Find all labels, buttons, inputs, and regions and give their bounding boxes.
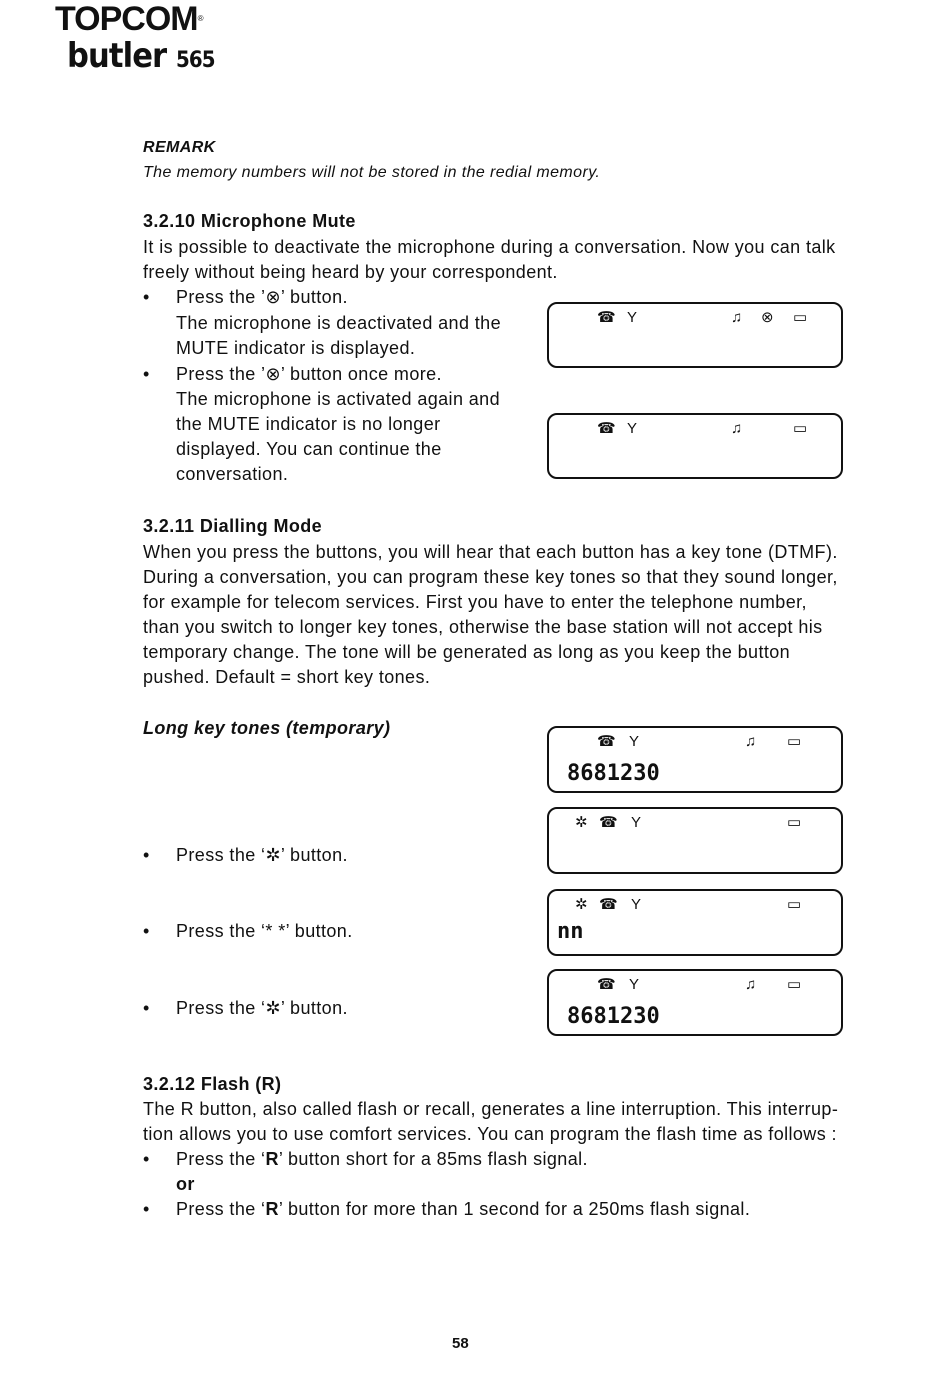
- or-label: or: [176, 1174, 195, 1194]
- music-icon: ♫: [731, 420, 743, 437]
- handset-icon: ☎: [597, 733, 616, 750]
- mute-step-2-desc: conversation.: [176, 464, 289, 484]
- special-key-icon: ✲: [575, 896, 588, 913]
- music-icon: ♫: [745, 733, 757, 750]
- mute-step-1-desc: MUTE indicator is displayed.: [176, 338, 416, 358]
- dialling-paragraph-line: for example for telecom services. First you have to enter the telephone number,: [143, 592, 807, 612]
- mute-step-2-desc: the MUTE indicator is no longer: [176, 414, 441, 434]
- mute-button-icon: ⊗: [265, 364, 281, 384]
- antenna-icon: Y: [627, 309, 638, 326]
- mute-intro-line: freely without being heard by your correspondent.: [143, 262, 558, 282]
- battery-icon: ▭: [787, 733, 802, 750]
- flash-paragraph-line: tion allows you to use comfort services. You can program the flash time as follows :: [143, 1124, 837, 1144]
- brand-logo: [55, 2, 231, 81]
- r-key-label: R: [265, 1149, 279, 1169]
- remark-text: The memory numbers will not be stored in the redial memory.: [143, 164, 601, 181]
- special-key-icon: ✲: [265, 998, 281, 1018]
- antenna-icon: Y: [631, 814, 642, 831]
- mute-step-2-desc: displayed. You can continue the: [176, 439, 442, 459]
- dialling-paragraph-line: When you press the buttons, you will hear that each button has a key tone (DTMF).: [143, 542, 838, 562]
- battery-icon: ▭: [793, 309, 808, 326]
- lcd-display-mute-off: [547, 413, 843, 479]
- antenna-icon: Y: [631, 896, 642, 913]
- battery-icon: ▭: [787, 976, 802, 993]
- mute-button-icon: ⊗: [265, 287, 281, 307]
- dial-step-1: Press the ‘✲’ button.: [176, 845, 348, 865]
- lcd-display-number: [547, 969, 843, 1036]
- heading-dialling-mode: 3.2.11 Dialling Mode: [143, 516, 323, 536]
- dial-step-3: Press the ‘✲’ button.: [176, 998, 348, 1018]
- dialling-paragraph-line: During a conversation, you can program these key tones so that they sound longer,: [143, 567, 838, 587]
- mute-step-1-desc: The microphone is deactivated and the: [176, 313, 501, 333]
- lcd-display-number: [547, 726, 843, 793]
- mute-icon: ⊗: [761, 309, 774, 326]
- music-icon: ♫: [731, 309, 743, 326]
- bullet: •: [143, 845, 150, 865]
- page-number: 58: [452, 1335, 469, 1352]
- mute-step-1: Press the ’⊗’ button.: [176, 287, 348, 307]
- subheading-long-key-tones: Long key tones (temporary): [143, 718, 391, 738]
- bullet: •: [143, 921, 150, 941]
- battery-icon: ▭: [793, 420, 808, 437]
- bullet: •: [143, 998, 150, 1018]
- bullet: •: [143, 1199, 150, 1219]
- lcd-tone-indicator: nn: [557, 919, 584, 944]
- remark-title: REMARK: [143, 139, 216, 156]
- antenna-icon: Y: [629, 733, 640, 750]
- lcd-number: 8681230: [567, 761, 660, 786]
- model-name: butler 565: [67, 36, 215, 76]
- mute-step-2: Press the ’⊗’ button once more.: [176, 364, 442, 384]
- mute-step-2-desc: The microphone is activated again and: [176, 389, 500, 409]
- mute-intro-line: It is possible to deactivate the microphone during a conversation. Now you can talk: [143, 237, 836, 257]
- r-key-label: R: [265, 1199, 279, 1219]
- lcd-display-long-tone: [547, 889, 843, 956]
- bullet: •: [143, 1149, 150, 1169]
- flash-option-long: Press the ‘R’ button for more than 1 second for a 250ms flash signal.: [176, 1199, 751, 1219]
- flash-option-short: Press the ‘R’ button short for a 85ms flash signal.: [176, 1149, 588, 1169]
- special-key-icon: ✲: [265, 845, 281, 865]
- handset-icon: ☎: [597, 420, 616, 437]
- bullet: •: [143, 287, 150, 307]
- battery-icon: ▭: [787, 896, 802, 913]
- dialling-paragraph-line: than you switch to longer key tones, otherwise the base station will not accept his: [143, 617, 823, 637]
- special-key-icon: ✲: [575, 814, 588, 831]
- brand-name: TOPCOM®: [55, 0, 203, 38]
- bullet: •: [143, 364, 150, 384]
- handset-icon: ☎: [599, 814, 618, 831]
- handset-icon: ☎: [597, 309, 616, 326]
- flash-paragraph-line: The R button, also called flash or recall, generates a line interruption. This interrup-: [143, 1099, 839, 1119]
- lcd-number: 8681230: [567, 1004, 660, 1029]
- battery-icon: ▭: [787, 814, 802, 831]
- heading-microphone-mute: 3.2.10 Microphone Mute: [143, 211, 356, 231]
- handset-icon: ☎: [597, 976, 616, 993]
- music-icon: ♫: [745, 976, 757, 993]
- dialling-paragraph-line: pushed. Default = short key tones.: [143, 667, 431, 687]
- handset-icon: ☎: [599, 896, 618, 913]
- antenna-icon: Y: [629, 976, 640, 993]
- dialling-paragraph-line: temporary change. The tone will be generated as long as you keep the button: [143, 642, 791, 662]
- antenna-icon: Y: [627, 420, 638, 437]
- lcd-display-mute-on: [547, 302, 843, 368]
- lcd-display-special: [547, 807, 843, 874]
- heading-flash: 3.2.12 Flash (R): [143, 1074, 282, 1094]
- dial-step-2: Press the ‘* *’ button.: [176, 921, 353, 941]
